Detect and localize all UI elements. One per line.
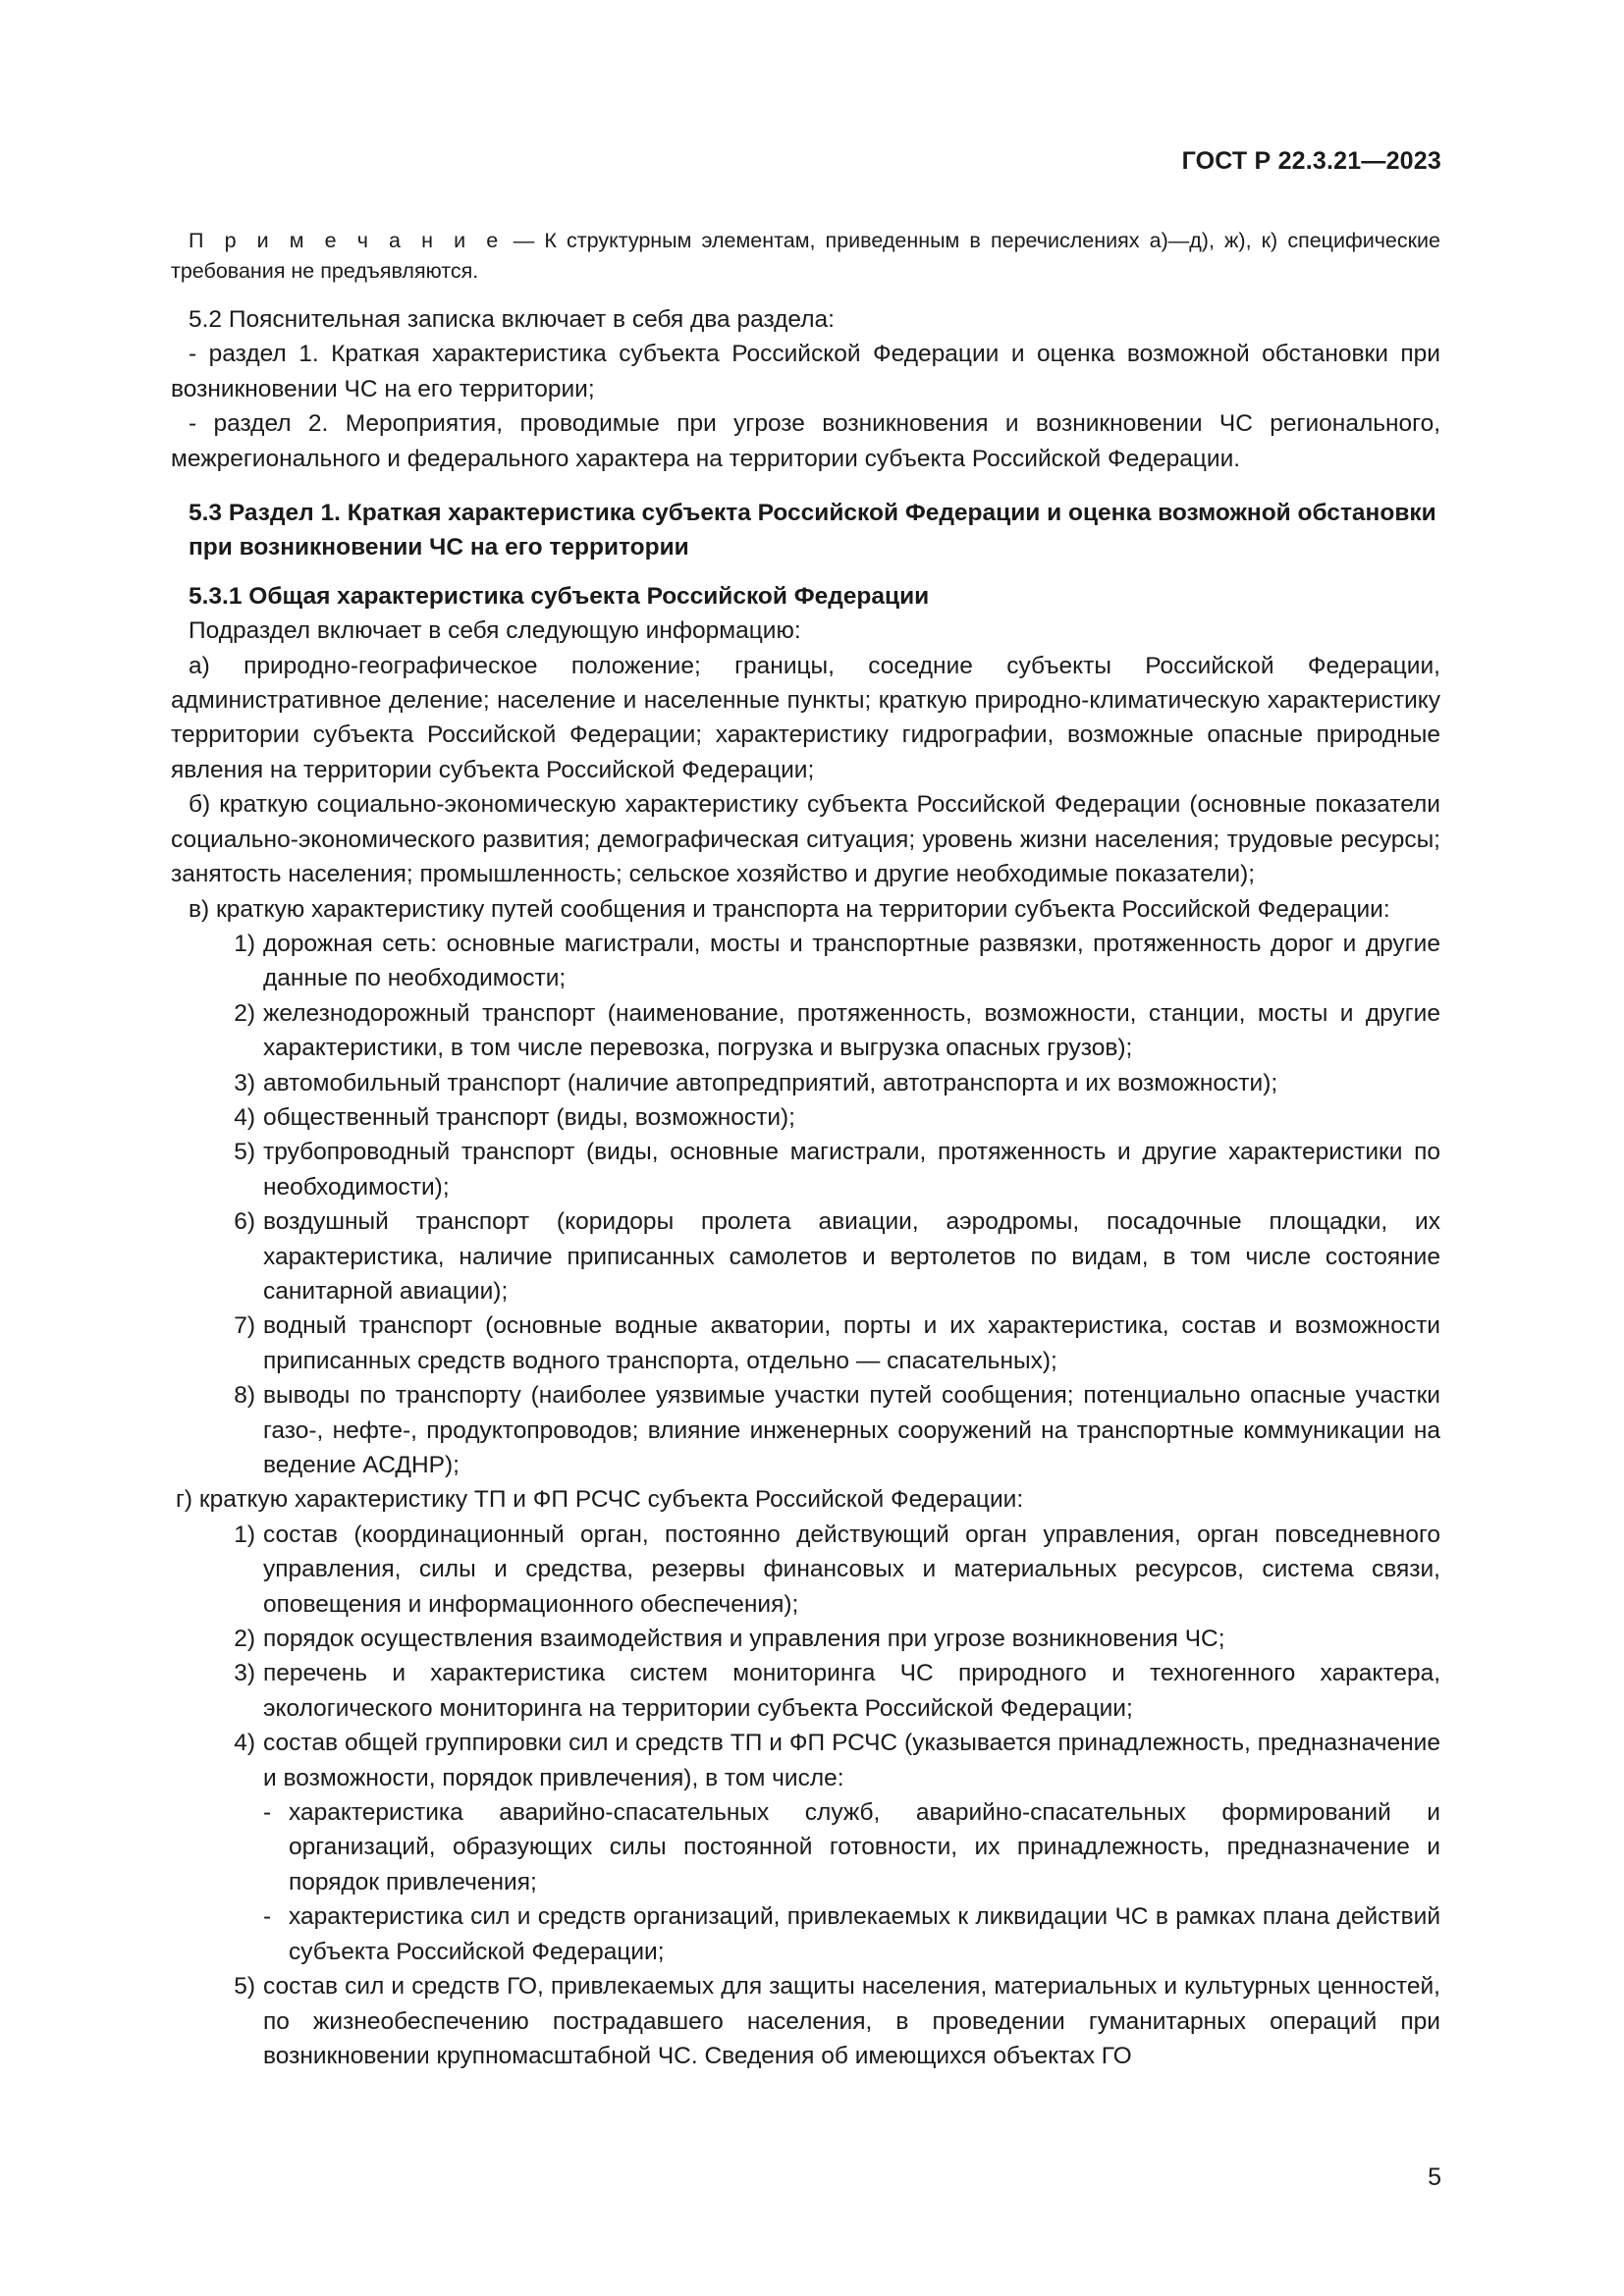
- transport-item: 3) автомобильный транспорт (наличие автопредприятий, автотранспорта и их возможности);: [234, 1069, 1278, 1096]
- transport-item: 6) воздушный транспорт (коридоры пролета авиации, аэродромы, посадочные площадки, их характеристика, наличие приписанных самолетов и вертолетов по видам, в том числе состояние санитарной авиации);: [234, 1208, 1440, 1305]
- rschs-dash-item: - характеристика сил и средств организаций, привлекаемых к ликвидации ЧС в рамках плана действий субъекта Российской Федерации;: [263, 1903, 1440, 1965]
- list-item-a: а) природно-географическое положение; границы, соседние субъекты Российской Федерации, административное деление; население и населенные пункты; краткую природно-климатическую характеристику территории субъекта Российской Федерации; характеристику гидрографии, возможные опасные природные явления на территории субъекта Российской Федерации;: [171, 652, 1440, 783]
- transport-item: 4) общественный транспорт (виды, возможности);: [234, 1103, 795, 1131]
- document-body: [171, 226, 1440, 2073]
- note-text: — К структурным элементам, приведенным в перечислениях а)—д), ж), к) специфические требования не предъявляются.: [171, 229, 1440, 283]
- section-5-3-1-heading: 5.3.1 Общая характеристика субъекта Российской Федерации: [189, 582, 930, 610]
- document-id-header: ГОСТ Р 22.3.21—2023: [1181, 147, 1441, 175]
- section-5-2-intro: 5.2 Пояснительная записка включает в себя два раздела:: [189, 306, 835, 333]
- rschs-item: 3) перечень и характеристика систем мониторинга ЧС природного и техногенного характера, экологического мониторинга на территории субъекта Российской Федерации;: [234, 1660, 1440, 1722]
- rschs-item: 5) состав сил и средств ГО, привлекаемых для защиты населения, материальных и культурных ценностей, по жизнеобеспечению пострадавшего населения, в проведении гуманитарных операций при возникновении крупномасштабной ЧС. Сведения об имеющихся объектах ГО: [234, 1973, 1440, 2069]
- rschs-dash-item: - характеристика аварийно-спасательных служб, аварийно-спасательных формирований и организаций, образующих силы постоянной готовности, их принадлежность, предназначение и порядок привлечения;: [263, 1799, 1440, 1896]
- transport-item: 2) железнодорожный транспорт (наименование, протяженность, возможности, станции, мосты и другие характеристики, в том числе перевозка, погрузка и выгрузка опасных грузов);: [234, 999, 1440, 1062]
- list-item-b: б) краткую социально-экономическую характеристику субъекта Российской Федерации (основные показатели социально-экономического развития; демографическая ситуация; уровень жизни населения; трудовые ресурсы; занятость населения; промышленность; сельское хозяйство и другие необходимые показатели);: [171, 791, 1440, 888]
- section-5-3-1-intro: Подраздел включает в себя следующую информацию:: [189, 617, 801, 645]
- list-item-v: в) краткую характеристику путей сообщения и транспорта на территории субъекта Российской Федерации:: [189, 895, 1390, 923]
- rschs-item: 2) порядок осуществления взаимодействия и управления при угрозе возникновения ЧС;: [234, 1626, 1225, 1653]
- section-5-3-heading: 5.3 Раздел 1. Краткая характеристика субъекта Российской Федерации и оценка возможной обстановки при возникновении ЧС на его территории: [189, 500, 1436, 561]
- transport-item: 1) дорожная сеть: основные магистрали, мосты и транспортные развязки, протяженность дорог и другие данные по необходимости;: [234, 930, 1440, 992]
- list-item-g: г) краткую характеристику ТП и ФП РСЧС субъекта Российской Федерации:: [176, 1486, 1024, 1514]
- note-paragraph: [171, 226, 1440, 287]
- page-number: 5: [1428, 2163, 1441, 2191]
- transport-item: 8) выводы по транспорту (наиболее уязвимые участки путей сообщения; потенциально опасные участки газо-, нефте-, продуктопроводов; влияние инженерных сооружений на транспортные коммуникации на ведение АСДНР);: [234, 1382, 1440, 1478]
- transport-item: 7) водный транспорт (основные водные акватории, порты и их характеристика, состав и возможности приписанных средств водного транспорта, отдельно — спасательных);: [234, 1312, 1440, 1374]
- rschs-item: 1) состав (координационный орган, постоянно действующий орган управления, орган повседневного управления, силы и средства, резервы финансовых и материальных ресурсов, система связи, оповещения и информационного обеспечения);: [234, 1521, 1440, 1618]
- note-label: П р и м е ч а н и е: [189, 229, 504, 252]
- transport-item: 5) трубопроводный транспорт (виды, основные магистрали, протяженность и другие характеристики по необходимости);: [234, 1139, 1440, 1201]
- rschs-item: 4) состав общей группировки сил и средств ТП и ФП РСЧС (указывается принадлежность, предназначение и возможности, порядок привлечения), в том числе:: [234, 1730, 1440, 1791]
- section-5-2-item-1: - раздел 1. Краткая характеристика субъекта Российской Федерации и оценка возможной обстановки при возникновении ЧС на его территории;: [171, 341, 1440, 402]
- section-5-2-item-2: - раздел 2. Мероприятия, проводимые при угрозе возникновения и возникновении ЧС регионального, межрегионального и федерального характера на территории субъекта Российской Федерации.: [171, 410, 1440, 472]
